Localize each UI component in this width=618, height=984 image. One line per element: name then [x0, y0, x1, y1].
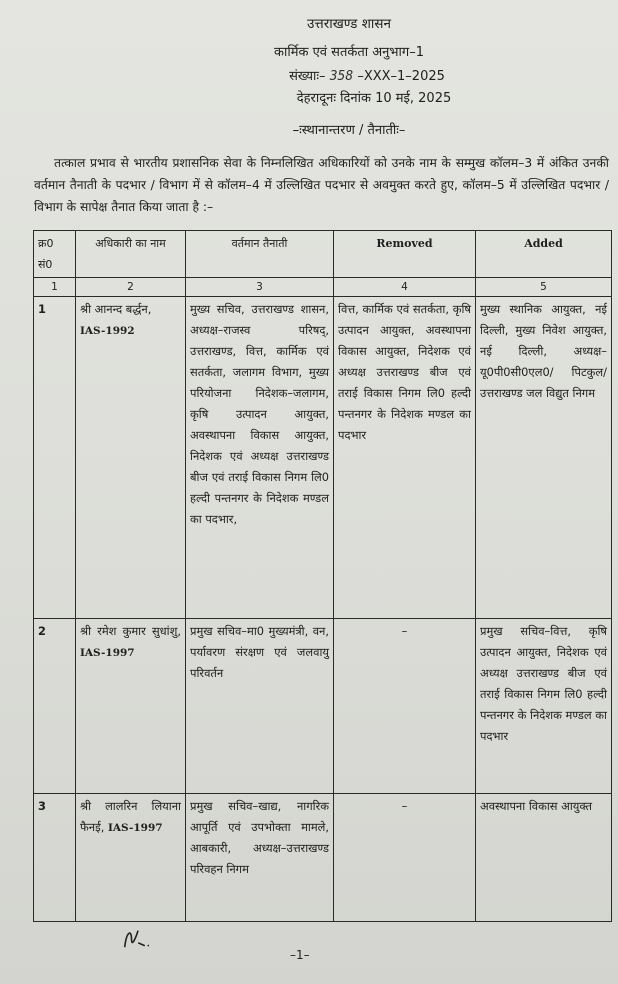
row-sno: 1 — [34, 297, 76, 619]
header-sno: क्र0 सं0 — [34, 231, 76, 278]
added-posting: अवस्थापना विकास आयुक्त — [476, 794, 612, 922]
signature-mark — [117, 922, 156, 961]
officer-name-cell — [76, 619, 186, 794]
order-paragraph: तत्काल प्रभाव से भारतीय प्रशासनिक सेवा के निम्नलिखित अधिकारियों को उनके नाम के सम्मुख कॉलम–3 में अंकित उनकी वर्तमान तैनाती के पदभार / विभाग में से कॉलम–4 में उल्लिखित पदभार से अवमुक्त करते हुए, कॉलम–5 में उल्लिखित पदभार / विभाग के सापेक्ष तैनात किया जाता है :– — [34, 156, 609, 214]
officer-name: श्री रमेश कुमार सुधांशु, — [80, 624, 181, 638]
officer-batch: IAS-1997 — [107, 822, 163, 834]
removed-posting: – — [334, 619, 476, 794]
officer-batch: IAS-1997 — [80, 647, 135, 659]
col-number: 4 — [334, 278, 476, 297]
table-header-row — [34, 231, 612, 278]
officer-name-cell — [76, 794, 186, 922]
row-sno: 3 — [34, 794, 76, 922]
table-row — [34, 794, 612, 922]
officer-name-cell — [76, 297, 186, 619]
officer-name: श्री आनन्द बर्द्धन, — [80, 302, 152, 316]
govt-title: उत्तराखण्ड शासन — [306, 16, 391, 32]
header-added: Added — [476, 231, 612, 278]
number-suffix: –XXX–1–2025 — [357, 69, 445, 84]
subject-line: –ःस्थानान्तरण / तैनातीः– — [292, 123, 406, 138]
officer-batch: IAS-1992 — [80, 325, 135, 337]
added-posting: प्रमुख सचिव–वित्त, कृषि उत्पादन आयुक्त, निदेशक एवं अध्यक्ष उत्तराखण्ड बीज एवं तराई विकास निगम लि0 हल्दी पन्तनगर के निदेशक मण्डल का पदभार — [476, 619, 612, 794]
removed-posting: – — [334, 794, 476, 922]
transfer-table — [33, 230, 612, 922]
order-number — [58, 66, 618, 84]
date-line: देहरादूनः दिनांक 10 मई, 2025 — [296, 91, 452, 106]
removed-posting: वित्त, कार्मिक एवं सतर्कता, कृषि उत्पादन आयुक्त, अवस्थापना विकास आयुक्त, निदेशक एवं अध्यक्ष उत्तराखण्ड बीज एवं तराई विकास निगम लि0 हल्दी पन्तनगर के निदेशक मण्डल का पदभार — [334, 297, 476, 619]
added-posting: मुख्य स्थानिक आयुक्त, नई दिल्ली, मुख्य निवेश आयुक्त, नई दिल्ली, अध्यक्ष–यू0पी0सी0एल0/ पिटकुल/उत्तराखण्ड जल विद्युत निगम — [476, 297, 612, 619]
officer-name: श्री लालरिन लियाना फैनई, — [80, 799, 181, 834]
header-current-posting: वर्तमान तैनाती — [186, 231, 334, 278]
table-row — [34, 297, 612, 619]
header-removed: Removed — [334, 231, 476, 278]
col-number: 3 — [186, 278, 334, 297]
number-label: संख्याः– — [289, 69, 326, 84]
table-row — [34, 619, 612, 794]
current-posting: प्रमुख सचिव–मा0 मुख्यमंत्री, वन, पर्यावरण संरक्षण एवं जलवायु परिवर्तन — [186, 619, 334, 794]
row-sno: 2 — [34, 619, 76, 794]
column-number-row — [34, 278, 612, 297]
page-number: –1– — [290, 948, 310, 962]
department-line: कार्मिक एवं सतर्कता अनुभाग–1 — [274, 45, 424, 60]
col-number: 2 — [76, 278, 186, 297]
signature-scribble-icon — [117, 922, 155, 955]
col-number: 1 — [34, 278, 76, 297]
handwritten-number: 358 — [329, 69, 354, 84]
current-posting: प्रमुख सचिव–खाद्य, नागरिक आपूर्ति एवं उपभोक्ता मामले, आबकारी, अध्यक्ष–उत्तराखण्ड परिवहन निगम — [186, 794, 334, 922]
current-posting: मुख्य सचिव, उत्तराखण्ड शासन, अध्यक्ष–राजस्व परिषद्, उत्तराखण्ड, वित्त, कार्मिक एवं सतर्कता, जलागम विभाग, मुख्य परियोजना निदेशक–जलागम, कृषि उत्पादन आयुक्त, अवस्थापना विकास आयुक्त, निदेशक एवं अध्यक्ष उत्तराखण्ड बीज एवं तराई विकास निगम लि0 हल्दी पन्तनगर के निदेशक मण्डल का पदभार, — [186, 297, 334, 619]
col-number: 5 — [476, 278, 612, 297]
header-name: अधिकारी का नाम — [76, 231, 186, 278]
